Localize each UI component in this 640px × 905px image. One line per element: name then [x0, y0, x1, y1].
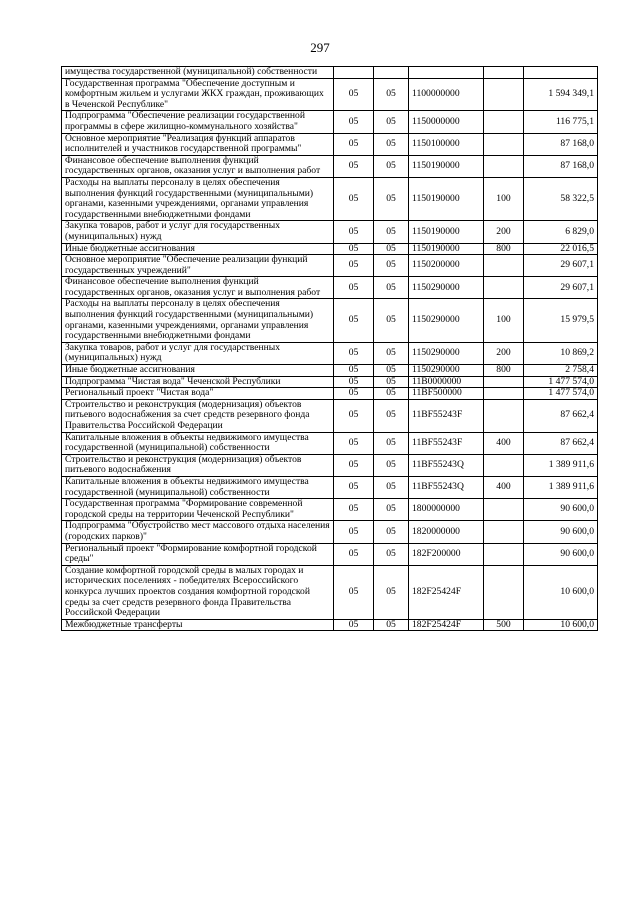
subsection-code-cell: 05: [374, 133, 409, 155]
amount-cell: 90 600,0: [524, 521, 598, 543]
amount-cell: 29 607,1: [524, 277, 598, 299]
expense-type-code-cell: [484, 543, 524, 565]
target-article-code-cell: 1800000000: [409, 499, 484, 521]
table-row: [62, 388, 598, 400]
subsection-code-cell: 05: [374, 454, 409, 476]
section-code-cell: 05: [334, 388, 374, 400]
expense-type-code-cell: [484, 155, 524, 177]
table-row: [62, 376, 598, 388]
expense-type-code-cell: [484, 399, 524, 432]
subsection-code-cell: 05: [374, 399, 409, 432]
target-article-code-cell: 182F25424F: [409, 619, 484, 631]
subsection-code-cell: 05: [374, 111, 409, 133]
amount-cell: 29 607,1: [524, 255, 598, 277]
target-article-code-cell: 11BF55243F: [409, 399, 484, 432]
expense-type-code-cell: 400: [484, 476, 524, 498]
section-code-cell: 05: [334, 521, 374, 543]
amount-cell: 1 477 574,0: [524, 376, 598, 388]
amount-cell: 1 389 911,6: [524, 454, 598, 476]
expense-type-code-cell: [484, 111, 524, 133]
amount-cell: 90 600,0: [524, 543, 598, 565]
subsection-code-cell: 05: [374, 476, 409, 498]
row-name-cell: Создание комфортной городской среды в малых городах и исторических поселениях - победителях Всероссийского конкурса лучших проектов создания комфортной городской среды за счет средств резервного фонда Правительства Российской Федерации: [62, 565, 334, 619]
expense-type-code-cell: 500: [484, 619, 524, 631]
amount-cell: 87 168,0: [524, 155, 598, 177]
section-code-cell: 05: [334, 432, 374, 454]
subsection-code-cell: 05: [374, 619, 409, 631]
expense-type-code-cell: [484, 255, 524, 277]
subsection-code-cell: 05: [374, 565, 409, 619]
target-article-code-cell: 11BF500000: [409, 388, 484, 400]
subsection-code-cell: 05: [374, 388, 409, 400]
section-code-cell: 05: [334, 376, 374, 388]
amount-cell: 15 979,5: [524, 299, 598, 342]
row-name-cell: Расходы на выплаты персоналу в целях обеспечения выполнения функций государственными (муниципальными) органами, казенными учреждениями, органами управления государственными внебюджетными фондами: [62, 177, 334, 220]
amount-cell: 6 829,0: [524, 221, 598, 243]
amount-cell: 87 662,4: [524, 399, 598, 432]
section-code-cell: 05: [334, 133, 374, 155]
table-row: [62, 521, 598, 543]
target-article-code-cell: 11BF55243Q: [409, 476, 484, 498]
section-code-cell: 05: [334, 111, 374, 133]
amount-cell: 22 016,5: [524, 243, 598, 255]
subsection-code-cell: 05: [374, 499, 409, 521]
table-row: [62, 155, 598, 177]
section-code-cell: 05: [334, 155, 374, 177]
section-code-cell: 05: [334, 177, 374, 220]
table-row: [62, 78, 598, 111]
expense-type-code-cell: 100: [484, 299, 524, 342]
table-row: [62, 133, 598, 155]
expense-type-code-cell: [484, 67, 524, 79]
target-article-code-cell: 1150290000: [409, 365, 484, 377]
section-code-cell: 05: [334, 399, 374, 432]
table-row: [62, 177, 598, 220]
target-article-code-cell: 1820000000: [409, 521, 484, 543]
expense-type-code-cell: 400: [484, 432, 524, 454]
target-article-code-cell: 11BF55243Q: [409, 454, 484, 476]
target-article-code-cell: 1150190000: [409, 221, 484, 243]
row-name-cell: Иные бюджетные ассигнования: [62, 365, 334, 377]
target-article-code-cell: 1150290000: [409, 299, 484, 342]
section-code-cell: 05: [334, 255, 374, 277]
table-row: [62, 619, 598, 631]
row-name-cell: Подпрограмма "Обустройство мест массового отдыха населения (городских парков)": [62, 521, 334, 543]
amount-cell: 1 389 911,6: [524, 476, 598, 498]
amount-cell: 90 600,0: [524, 499, 598, 521]
row-name-cell: Основное мероприятие "Обеспечение реализации функций государственных учреждений": [62, 255, 334, 277]
expense-type-code-cell: [484, 521, 524, 543]
table-row: [62, 277, 598, 299]
subsection-code-cell: 05: [374, 155, 409, 177]
subsection-code-cell: 05: [374, 521, 409, 543]
subsection-code-cell: 05: [374, 277, 409, 299]
row-name-cell: Финансовое обеспечение выполнения функций государственных органов, оказания услуг и выполнения работ: [62, 155, 334, 177]
target-article-code-cell: 11B0000000: [409, 376, 484, 388]
amount-cell: [524, 67, 598, 79]
target-article-code-cell: 1150290000: [409, 277, 484, 299]
amount-cell: 116 775,1: [524, 111, 598, 133]
expense-type-code-cell: [484, 277, 524, 299]
expense-type-code-cell: [484, 565, 524, 619]
row-name-cell: Расходы на выплаты персоналу в целях обеспечения выполнения функций государственными (муниципальными) органами, казенными учреждениями, органами управления государственными внебюджетными фондами: [62, 299, 334, 342]
row-name-cell: Подпрограмма "Обеспечение реализации государственной программы в сфере жилищно-коммунального хозяйства": [62, 111, 334, 133]
table-row: [62, 365, 598, 377]
expense-type-code-cell: 800: [484, 365, 524, 377]
section-code-cell: 05: [334, 619, 374, 631]
table-row: [62, 565, 598, 619]
expense-type-code-cell: [484, 499, 524, 521]
expense-type-code-cell: 100: [484, 177, 524, 220]
table-row: [62, 111, 598, 133]
row-name-cell: Капитальные вложения в объекты недвижимого имущества государственной (муниципальной) собственности: [62, 476, 334, 498]
row-name-cell: Строительство и реконструкция (модернизация) объектов питьевого водоснабжения за счет средств резервного фонда Правительства Российской Федерации: [62, 399, 334, 432]
expense-type-code-cell: [484, 454, 524, 476]
expense-type-code-cell: 800: [484, 243, 524, 255]
table-row: [62, 255, 598, 277]
table-body: [62, 67, 598, 631]
section-code-cell: 05: [334, 299, 374, 342]
budget-table: [61, 66, 598, 631]
table-row: [62, 432, 598, 454]
subsection-code-cell: 05: [374, 255, 409, 277]
row-name-cell: имущества государственной (муниципальной) собственности: [62, 67, 334, 79]
row-name-cell: Капитальные вложения в объекты недвижимого имущества государственной (муниципальной) собственности: [62, 432, 334, 454]
section-code-cell: 05: [334, 277, 374, 299]
row-name-cell: Основное мероприятие "Реализация функций аппаратов исполнителей и участников государственной программы": [62, 133, 334, 155]
target-article-code-cell: 1100000000: [409, 78, 484, 111]
subsection-code-cell: 05: [374, 543, 409, 565]
amount-cell: 87 168,0: [524, 133, 598, 155]
table-row: [62, 454, 598, 476]
section-code-cell: 05: [334, 365, 374, 377]
row-name-cell: Закупка товаров, работ и услуг для государственных (муниципальных) нужд: [62, 221, 334, 243]
page-number: 297: [310, 40, 330, 55]
row-name-cell: Государственная программа "Обеспечение доступным и комфортным жильем и услугами ЖКХ граждан, проживающих в Чеченской Республике": [62, 78, 334, 111]
expense-type-code-cell: 200: [484, 221, 524, 243]
expense-type-code-cell: 200: [484, 342, 524, 364]
expense-type-code-cell: [484, 78, 524, 111]
amount-cell: 2 758,4: [524, 365, 598, 377]
row-name-cell: Межбюджетные трансферты: [62, 619, 334, 631]
section-code-cell: 05: [334, 565, 374, 619]
target-article-code-cell: 1150190000: [409, 155, 484, 177]
subsection-code-cell: 05: [374, 177, 409, 220]
row-name-cell: Подпрограмма "Чистая вода" Чеченской Республики: [62, 376, 334, 388]
target-article-code-cell: 182F200000: [409, 543, 484, 565]
target-article-code-cell: 1150200000: [409, 255, 484, 277]
row-name-cell: Финансовое обеспечение выполнения функций государственных органов, оказания услуг и выполнения работ: [62, 277, 334, 299]
section-code-cell: 05: [334, 543, 374, 565]
section-code-cell: [334, 67, 374, 79]
table-row: [62, 243, 598, 255]
row-name-cell: Иные бюджетные ассигнования: [62, 243, 334, 255]
table-row: [62, 299, 598, 342]
section-code-cell: 05: [334, 499, 374, 521]
target-article-code-cell: 1150190000: [409, 177, 484, 220]
amount-cell: 58 322,5: [524, 177, 598, 220]
amount-cell: 87 662,4: [524, 432, 598, 454]
row-name-cell: Региональный проект "Формирование комфортной городской среды": [62, 543, 334, 565]
section-code-cell: 05: [334, 78, 374, 111]
amount-cell: 1 477 574,0: [524, 388, 598, 400]
subsection-code-cell: 05: [374, 221, 409, 243]
section-code-cell: 05: [334, 243, 374, 255]
target-article-code-cell: 1150100000: [409, 133, 484, 155]
expense-type-code-cell: [484, 133, 524, 155]
target-article-code-cell: 1150000000: [409, 111, 484, 133]
section-code-cell: 05: [334, 221, 374, 243]
table-row: [62, 221, 598, 243]
target-article-code-cell: 1150290000: [409, 342, 484, 364]
row-name-cell: Государственная программа "Формирование современной городской среды на территории Чеченской Республики": [62, 499, 334, 521]
amount-cell: 10 600,0: [524, 619, 598, 631]
target-article-code-cell: 182F25424F: [409, 565, 484, 619]
subsection-code-cell: 05: [374, 365, 409, 377]
amount-cell: 1 594 349,1: [524, 78, 598, 111]
section-code-cell: 05: [334, 342, 374, 364]
row-name-cell: Строительство и реконструкция (модернизация) объектов питьевого водоснабжения: [62, 454, 334, 476]
subsection-code-cell: 05: [374, 299, 409, 342]
subsection-code-cell: 05: [374, 78, 409, 111]
table-row: [62, 67, 598, 79]
expense-type-code-cell: [484, 376, 524, 388]
expense-type-code-cell: [484, 388, 524, 400]
row-name-cell: Региональный проект "Чистая вода": [62, 388, 334, 400]
table-row: [62, 399, 598, 432]
subsection-code-cell: 05: [374, 432, 409, 454]
row-name-cell: Закупка товаров, работ и услуг для государственных (муниципальных) нужд: [62, 342, 334, 364]
amount-cell: 10 600,0: [524, 565, 598, 619]
target-article-code-cell: 1150190000: [409, 243, 484, 255]
table-row: [62, 543, 598, 565]
amount-cell: 10 869,2: [524, 342, 598, 364]
table-row: [62, 342, 598, 364]
section-code-cell: 05: [334, 454, 374, 476]
target-article-code-cell: 11BF55243F: [409, 432, 484, 454]
table-row: [62, 476, 598, 498]
target-article-code-cell: [409, 67, 484, 79]
table-row: [62, 499, 598, 521]
subsection-code-cell: 05: [374, 243, 409, 255]
subsection-code-cell: 05: [374, 376, 409, 388]
section-code-cell: 05: [334, 476, 374, 498]
subsection-code-cell: [374, 67, 409, 79]
subsection-code-cell: 05: [374, 342, 409, 364]
